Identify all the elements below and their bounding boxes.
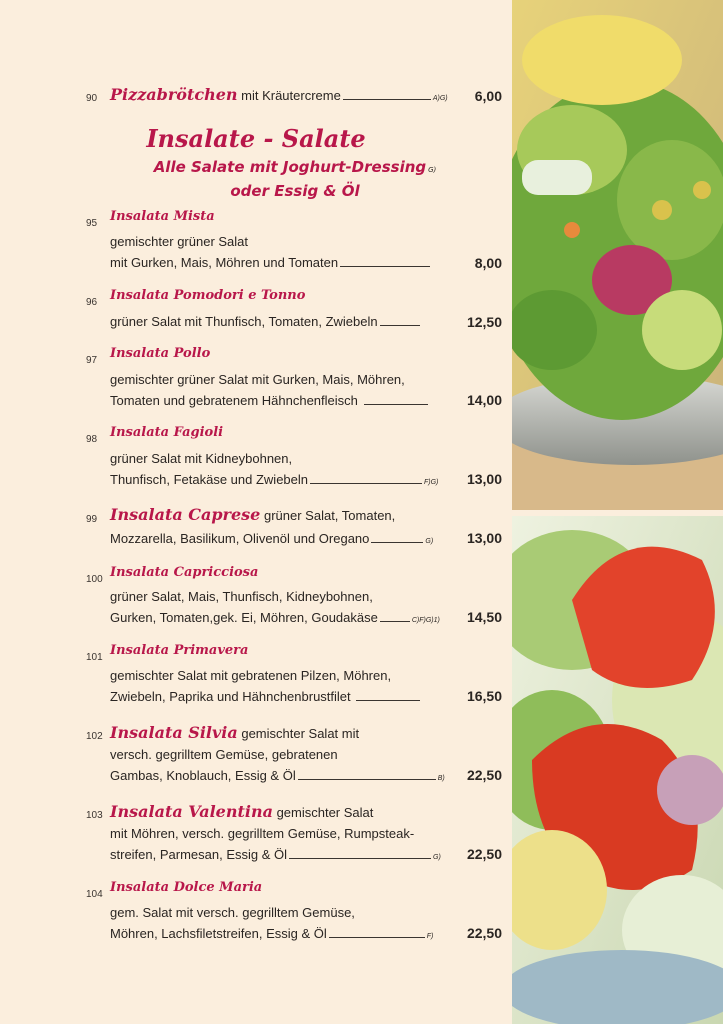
allergen-code: G) xyxy=(428,166,437,174)
item-number: 98 xyxy=(86,434,98,445)
item-description: Thunfisch, Fetakäse und Zwiebeln F)G) xyxy=(110,472,439,487)
item-description: mit Gurken, Mais, Möhren und Tomaten xyxy=(110,254,430,272)
item-price: 22,50 xyxy=(466,767,502,783)
item-price: 6,00 xyxy=(474,88,502,104)
item-name: Insalata Dolce Maria xyxy=(110,880,263,895)
item-description: mit Möhren, versch. gegrilltem Gemüse, Rumpsteak- xyxy=(110,826,415,841)
item-price: 13,00 xyxy=(466,471,502,487)
item-number: 101 xyxy=(86,652,103,663)
item-number: 104 xyxy=(86,889,103,900)
salad-bowl-photo xyxy=(512,0,723,510)
item-name: Insalata Pomodori e Tonno xyxy=(110,288,306,303)
tomato-salad-photo xyxy=(512,516,723,1024)
dressing-line-1: Alle Salate mit Joghurt-Dressing xyxy=(153,158,427,176)
item-description: mit Kräutercreme xyxy=(241,88,341,103)
item-price: 16,50 xyxy=(466,688,502,704)
item-number: 95 xyxy=(86,218,98,229)
photo-column xyxy=(512,0,723,1024)
item-number: 99 xyxy=(86,514,98,525)
item-description: gemischter grüner Salat mit Gurken, Mais, Möhren, xyxy=(110,372,405,387)
menu-item-caprese: Insalata Caprese grüner Salat, Tomaten, xyxy=(110,505,396,524)
item-description: grüner Salat mit Kidneybohnen, xyxy=(110,451,293,466)
item-number: 100 xyxy=(86,574,103,585)
item-name: Insalata Capricciosa xyxy=(110,565,259,580)
item-description: Zwiebeln, Paprika und Hähnchenbrustfilet xyxy=(110,688,420,706)
item-description: Gambas, Knoblauch, Essig & Öl B) xyxy=(110,768,445,783)
item-price: 14,50 xyxy=(466,609,502,625)
menu-item-pizzabroetchen xyxy=(110,86,448,108)
item-price: 14,00 xyxy=(466,392,502,408)
section-title: Insalate - Salate xyxy=(146,124,366,153)
item-number: 96 xyxy=(86,297,98,308)
item-description: versch. gegrilltem Gemüse, gebratenen xyxy=(110,747,338,762)
item-price: 12,50 xyxy=(466,314,502,330)
item-description: grüner Salat mit Thunfisch, Tomaten, Zwiebeln xyxy=(110,313,420,331)
item-price: 22,50 xyxy=(466,925,502,941)
dressing-line-2: oder Essig & Öl xyxy=(230,182,360,200)
menu-item-silvia: Insalata Silvia gemischter Salat mit xyxy=(110,723,360,742)
item-description: gem. Salat mit versch. gegrilltem Gemüse, xyxy=(110,905,355,920)
dressing-note xyxy=(0,158,590,176)
item-description: Mozzarella, Basilikum, Olivenöl und Oregano G) xyxy=(110,531,434,546)
item-number: 103 xyxy=(86,810,103,821)
item-name: Insalata Fagioli xyxy=(110,425,224,440)
item-description: grüner Salat, Mais, Thunfisch, Kidneybohnen, xyxy=(110,589,373,604)
item-price: 8,00 xyxy=(474,255,502,271)
item-number: 102 xyxy=(86,731,103,742)
item-description: Tomaten und gebratenem Hähnchenfleisch xyxy=(110,392,428,410)
allergen-code: A)G) xyxy=(432,95,448,102)
item-number: 90 xyxy=(86,93,98,104)
item-name: Insalata Pollo xyxy=(110,346,211,361)
item-name: Pizzabrötchen xyxy=(110,85,238,104)
menu-item-valentina: Insalata Valentina gemischter Salat xyxy=(110,802,374,821)
item-name: Insalata Primavera xyxy=(110,643,249,658)
salad-photos xyxy=(512,0,723,1024)
item-description: Gurken, Tomaten,gek. Ei, Möhren, Goudakäse C)F)G)1) xyxy=(110,610,440,625)
item-description: gemischter Salat mit gebratenen Pilzen, Möhren, xyxy=(110,668,392,683)
item-price: 13,00 xyxy=(466,530,502,546)
item-description: Möhren, Lachsfiletstreifen, Essig & Öl F) xyxy=(110,926,434,941)
item-description: gemischter grüner Salat xyxy=(110,234,249,249)
item-number: 97 xyxy=(86,355,98,366)
item-price: 22,50 xyxy=(466,846,502,862)
item-name: Insalata Mista xyxy=(110,209,215,224)
item-description: streifen, Parmesan, Essig & Öl G) xyxy=(110,847,441,862)
